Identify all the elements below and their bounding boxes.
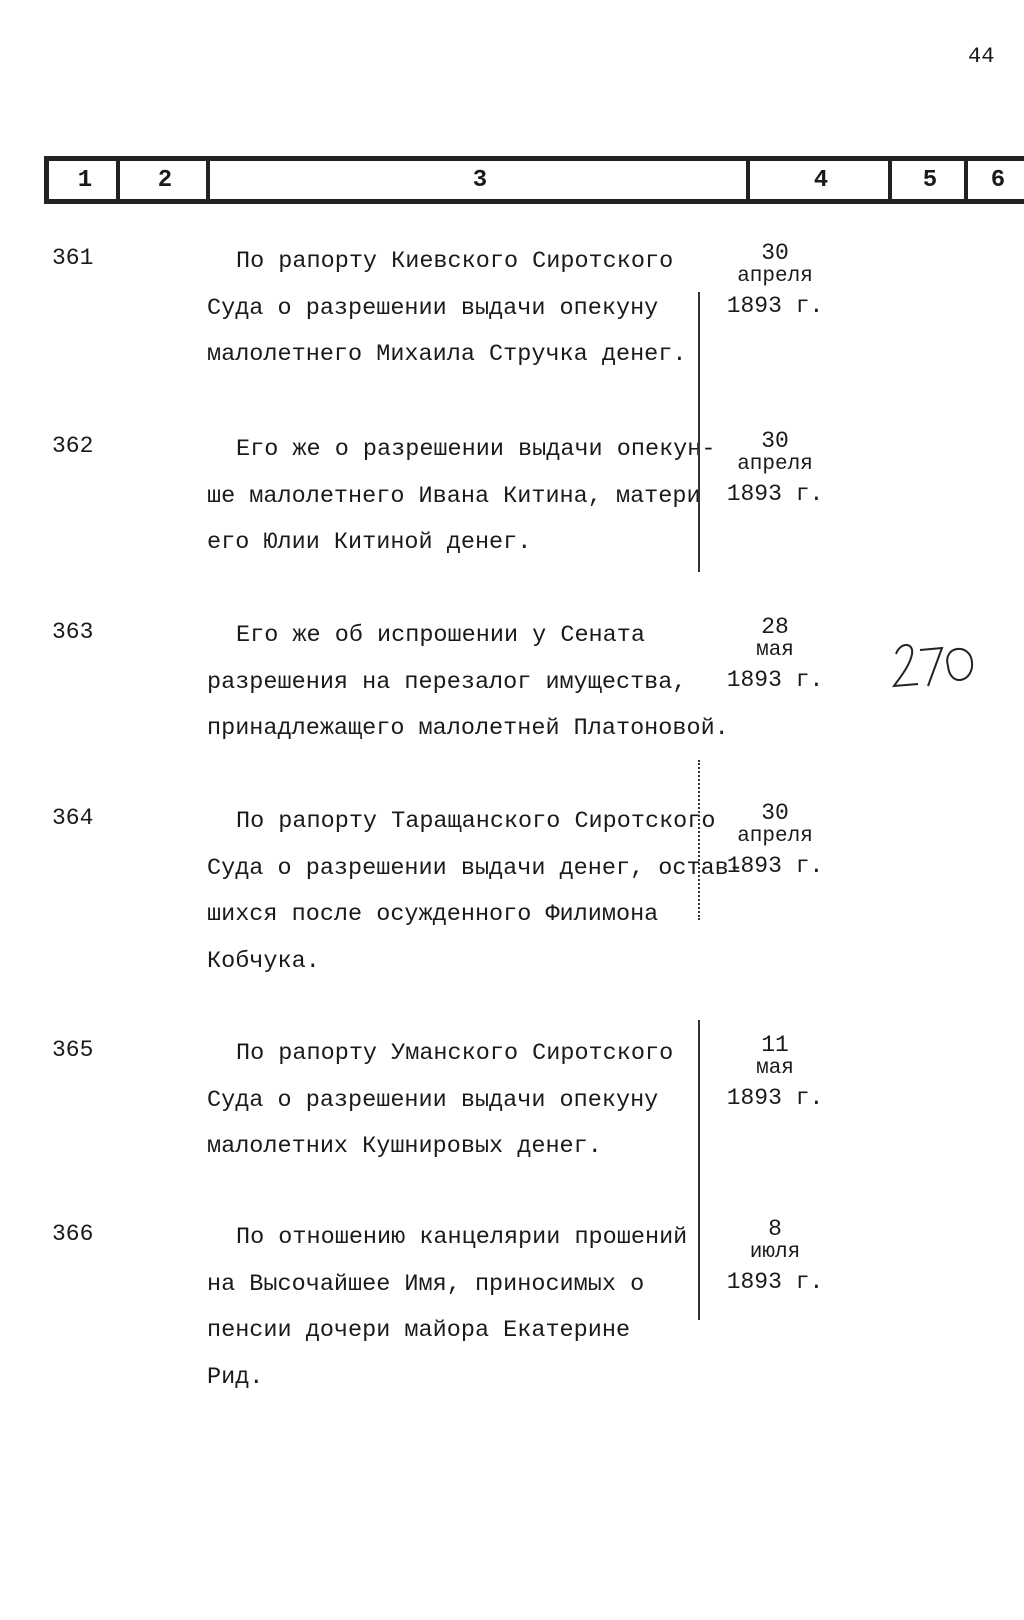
column-divider (698, 1020, 700, 1320)
table-header (44, 156, 1024, 204)
entry-number: 366 (52, 1221, 94, 1247)
entry-text-line: ше малолетнего Ивана Китина, матери (207, 482, 701, 510)
entry-date (720, 1033, 830, 1111)
entry-text-line: Кобчука. (207, 947, 320, 975)
column-divider (698, 292, 700, 572)
entry-date (720, 241, 830, 319)
header-col-1: 1 (44, 161, 121, 199)
entry-text-line: шихся после осужденного Филимона (207, 901, 659, 928)
entry-text-line: Суда о разрешении выдачи опекуну (207, 294, 659, 322)
date-month: апреля (737, 825, 813, 848)
entry-text-line: Его же о разрешении выдачи опекун- (236, 436, 716, 463)
entry-text (207, 1031, 747, 1171)
entry-text-line: его Юлии Китиной денег. (207, 529, 532, 556)
date-year: 1893 г. (726, 293, 824, 319)
entry-text-line: По рапорту Киевского Сиротского (236, 248, 674, 275)
entry-date (720, 801, 830, 879)
entry-number: 365 (52, 1037, 94, 1063)
entry-text-line: Суда о разрешении выдачи опекуну (207, 1086, 659, 1114)
entry-text-line: По рапорту Таращанского Сиротского (236, 808, 716, 835)
entry-text (207, 427, 747, 567)
entry-text (207, 799, 747, 985)
date-year: 1893 г. (726, 853, 824, 879)
entry-text-line: По рапорту Уманского Сиротского (236, 1040, 674, 1067)
header-col-5: 5 (888, 161, 968, 199)
entry-text (207, 239, 747, 379)
entry-text-line: на Высочайшее Имя, приносимых о (207, 1270, 645, 1298)
date-day: 11 (761, 1032, 789, 1058)
entry-text-line: Суда о разрешении выдачи денег, остав- (207, 854, 743, 882)
header-col-3: 3 (206, 161, 750, 199)
entry-date (720, 429, 830, 507)
date-month: апреля (737, 265, 813, 288)
header-col-6: 6 (964, 161, 1024, 199)
entry-text-line: По отношению канцелярии прошений (236, 1224, 688, 1251)
entry-text (207, 1215, 747, 1401)
entry-text-line: пенсии дочери майора Екатерине (207, 1317, 631, 1344)
entry-date (720, 615, 830, 693)
entry-number: 361 (52, 245, 94, 271)
entry-text-line: разрешения на перезалог имущества, (207, 668, 687, 696)
date-day: 8 (768, 1216, 782, 1242)
date-day: 28 (761, 614, 789, 640)
date-month: мая (756, 639, 794, 662)
entry-text-line: Его же об испрошении у Сената (236, 622, 645, 649)
entry-number: 364 (52, 805, 94, 831)
entry-number: 362 (52, 433, 94, 459)
column-divider (698, 760, 700, 920)
date-day: 30 (761, 428, 789, 454)
date-year: 1893 г. (726, 481, 824, 507)
date-month: июля (749, 1241, 801, 1264)
header-col-4: 4 (746, 161, 892, 199)
handwritten-number (890, 636, 990, 696)
header-col-2: 2 (116, 161, 210, 199)
date-year: 1893 г. (726, 667, 824, 693)
date-year: 1893 г. (726, 1085, 824, 1111)
date-month: апреля (737, 453, 813, 476)
entry-text-line: малолетних Кушнировых денег. (207, 1133, 602, 1160)
date-day: 30 (761, 800, 789, 826)
entry-number: 363 (52, 619, 94, 645)
entry-text-line: принадлежащего малолетней Платоновой. (207, 715, 729, 742)
entry-text (207, 613, 747, 753)
date-month: мая (756, 1057, 794, 1080)
entry-text-line: малолетнего Михаила Стручка денег. (207, 341, 687, 368)
entry-text-line: Рид. (207, 1363, 264, 1391)
page-number: 44 (968, 44, 995, 69)
entry-date (720, 1217, 830, 1295)
date-day: 30 (761, 240, 789, 266)
date-year: 1893 г. (726, 1269, 824, 1295)
